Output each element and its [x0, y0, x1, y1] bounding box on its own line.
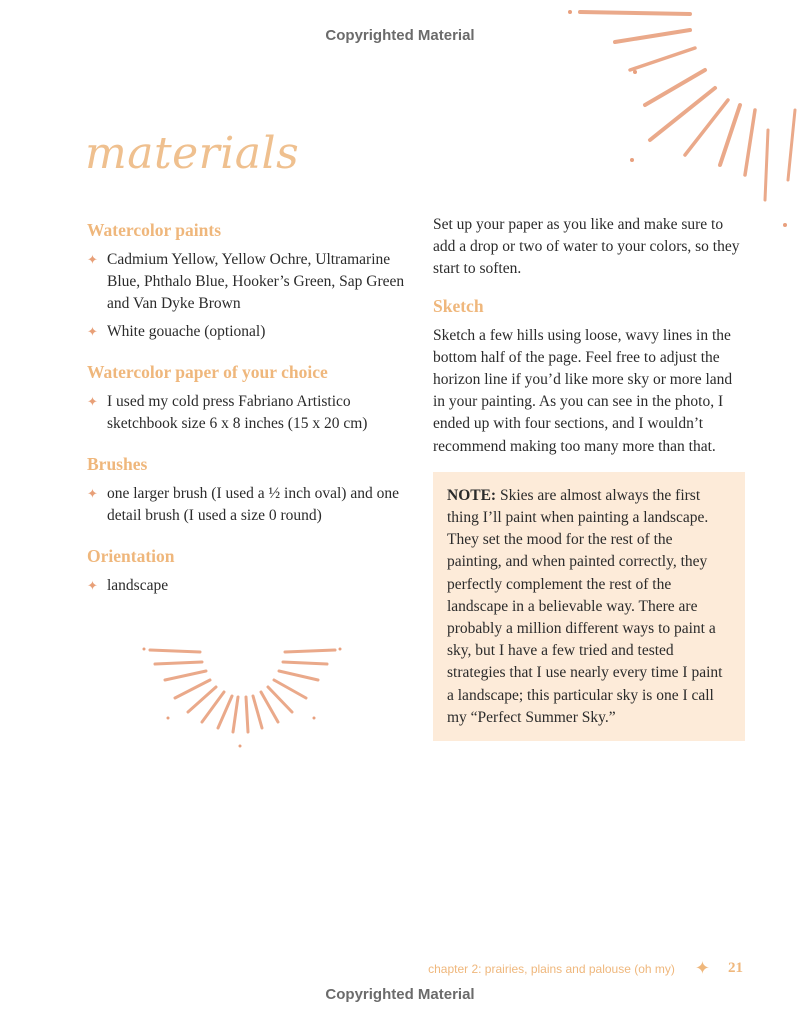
sparkle-bullet-icon: ✦ [87, 324, 98, 339]
list-item: ✦ one larger brush (I used a ½ inch oval) and one detail brush (I used a size 0 round) [87, 485, 399, 524]
watermark-top: Copyrighted Material [325, 27, 475, 44]
note-label: NOTE: [447, 486, 497, 504]
sparkle-icon: ✦ [694, 958, 710, 978]
sparkle-bullet-icon: ✦ [87, 486, 98, 501]
note-text: Skies are almost always the first thing I’ll paint when painting a landscape. They set the mood for the rest of the painting, and when painted correctly, they perfectly complement the rest of the landscape in a believable way. There are probably a million different ways to paint a sky, but I have a few tried and tested strategies that I use nearly every time I paint a landscape; this particular sky is one I call my “Perfect Summer Sky.” [447, 486, 723, 726]
paper-list [87, 391, 407, 435]
page-footer [428, 958, 743, 979]
sparkle-bullet-icon: ✦ [87, 394, 98, 409]
list-item: ✦ White gouache (optional) [87, 321, 407, 343]
paints-list [87, 249, 407, 343]
section-heading-paper: Watercolor paper of your choice [87, 362, 328, 382]
page-number: 21 [728, 960, 743, 976]
orientation-list [87, 575, 407, 597]
materials-list [87, 219, 407, 615]
sun-rays-top-icon [560, 0, 800, 235]
sketch-paragraph: Sketch a few hills using loose, wavy lines in the bottom half of the page. Feel free to adjust the horizon line if you’d like more sky or more land in your painting. As you can see in the photo, I ended up with four sections, and I wouldn’t recommend making too many more than that. [433, 326, 733, 455]
half-sun-rays-icon [140, 640, 345, 752]
section-heading-orientation: Orientation [87, 546, 175, 566]
section-heading-sketch: Sketch [433, 295, 484, 316]
note-callout [433, 472, 745, 741]
footer-chapter-title: chapter 2: prairies, plains and palouse (oh my) [428, 961, 675, 976]
list-item: ✦ landscape [87, 575, 407, 597]
page-title: materials [85, 128, 300, 179]
list-item: ✦ Cadmium Yellow, Yellow Ochre, Ultramarine Blue, Phthalo Blue, Hooker’s Green, Sap Green and Van Dyke Brown [87, 251, 405, 312]
sparkle-bullet-icon: ✦ [87, 252, 98, 267]
sparkle-bullet-icon: ✦ [87, 578, 98, 593]
section-heading-paints: Watercolor paints [87, 220, 222, 240]
list-item: ✦ I used my cold press Fabriano Artistico sketchbook size 6 x 8 inches (15 x 20 cm) [87, 393, 368, 432]
intro-paragraph: Set up your paper as you like and make sure to add a drop or two of water to your colors, so they start to soften. [433, 216, 740, 278]
brushes-list [87, 483, 407, 527]
watermark-bottom: Copyrighted Material [325, 986, 475, 1003]
instructions-column [433, 214, 745, 741]
section-heading-brushes: Brushes [87, 454, 148, 474]
